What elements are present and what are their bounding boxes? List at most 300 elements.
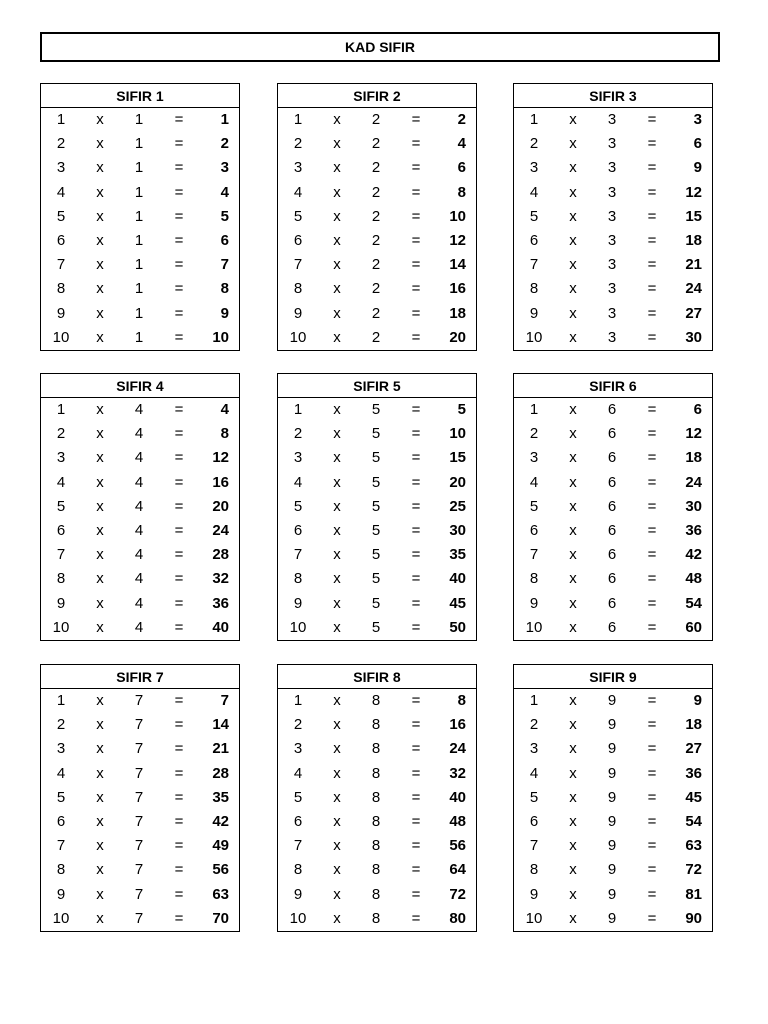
table-row [514, 616, 712, 640]
times-sign: x [96, 497, 104, 515]
table-row [278, 446, 476, 470]
multiplier-cell: 1 [56, 111, 66, 128]
times-sign: x [96, 280, 104, 298]
equals-sign: = [174, 231, 184, 249]
equals-sign: = [174, 618, 184, 636]
multiplier-cell: 4 [56, 473, 66, 491]
equals-sign: = [647, 183, 657, 201]
table-row [41, 277, 239, 301]
table-row [278, 810, 476, 834]
times-sign: x [569, 497, 577, 515]
result-cell: 2 [220, 135, 229, 153]
table-row [41, 689, 239, 713]
times-sign: x [96, 256, 104, 274]
times-sign: x [333, 425, 341, 443]
equals-sign: = [411, 546, 421, 564]
multiplicand-cell: 3 [607, 135, 617, 153]
table-row [41, 326, 239, 350]
sifir-table [40, 373, 240, 641]
multiplier-cell: 6 [293, 812, 303, 830]
result-cell: 9 [693, 692, 702, 709]
multiplicand-cell: 6 [607, 449, 617, 467]
times-sign: x [333, 885, 341, 903]
equals-sign: = [174, 837, 184, 855]
multiplier-cell: 10 [52, 909, 70, 927]
equals-sign: = [647, 401, 657, 418]
multiplier-cell: 8 [56, 861, 66, 879]
equals-sign: = [174, 594, 184, 612]
table-row [278, 495, 476, 519]
table-row [41, 446, 239, 470]
times-sign: x [333, 449, 341, 467]
result-cell: 40 [212, 618, 229, 636]
multiplier-cell: 3 [529, 159, 539, 177]
multiplicand-cell: 9 [607, 764, 617, 782]
multiplicand-cell: 8 [371, 764, 381, 782]
result-cell: 72 [449, 885, 466, 903]
times-sign: x [96, 570, 104, 588]
multiplier-cell: 2 [56, 425, 66, 443]
result-cell: 35 [212, 788, 229, 806]
result-cell: 36 [685, 521, 702, 539]
times-sign: x [333, 135, 341, 153]
table-row [278, 519, 476, 543]
multiplicand-cell: 5 [371, 570, 381, 588]
equals-sign: = [647, 473, 657, 491]
multiplicand-cell: 7 [134, 837, 144, 855]
multiplier-cell: 9 [529, 594, 539, 612]
equals-sign: = [174, 692, 184, 709]
times-sign: x [96, 812, 104, 830]
result-cell: 7 [220, 692, 229, 709]
equals-sign: = [411, 837, 421, 855]
multiplier-cell: 5 [293, 207, 303, 225]
result-cell: 18 [685, 449, 702, 467]
multiplicand-cell: 2 [371, 207, 381, 225]
equals-sign: = [411, 304, 421, 322]
equals-sign: = [411, 207, 421, 225]
table-row [278, 567, 476, 591]
sifir-table [513, 664, 713, 932]
result-cell: 30 [685, 497, 702, 515]
multiplicand-cell: 4 [134, 401, 144, 418]
result-cell: 35 [449, 546, 466, 564]
sifir-table [277, 373, 477, 641]
table-heading: SIFIR 4 [41, 374, 239, 398]
result-cell: 15 [449, 449, 466, 467]
table-row [514, 858, 712, 882]
result-cell: 30 [685, 328, 702, 346]
multiplier-cell: 2 [293, 425, 303, 443]
equals-sign: = [411, 401, 421, 418]
sifir-table [277, 664, 477, 932]
result-cell: 27 [685, 304, 702, 322]
multiplicand-cell: 8 [371, 716, 381, 734]
result-cell: 20 [449, 473, 466, 491]
table-row [514, 471, 712, 495]
result-cell: 8 [220, 425, 229, 443]
times-sign: x [96, 692, 104, 709]
result-cell: 50 [449, 618, 466, 636]
times-sign: x [333, 764, 341, 782]
table-row [278, 786, 476, 810]
multiplier-cell: 2 [529, 135, 539, 153]
sifir-table [513, 373, 713, 641]
multiplier-cell: 5 [56, 788, 66, 806]
times-sign: x [96, 135, 104, 153]
table-row [41, 471, 239, 495]
result-cell: 5 [457, 401, 466, 418]
multiplicand-cell: 2 [371, 304, 381, 322]
result-cell: 7 [220, 256, 229, 274]
times-sign: x [569, 837, 577, 855]
table-row [278, 543, 476, 567]
result-cell: 10 [449, 425, 466, 443]
result-cell: 60 [685, 618, 702, 636]
multiplicand-cell: 8 [371, 885, 381, 903]
times-sign: x [96, 183, 104, 201]
multiplier-cell: 6 [529, 521, 539, 539]
times-sign: x [569, 256, 577, 274]
multiplicand-cell: 8 [371, 812, 381, 830]
equals-sign: = [174, 304, 184, 322]
table-row [514, 495, 712, 519]
times-sign: x [569, 788, 577, 806]
times-sign: x [569, 304, 577, 322]
table-row [41, 616, 239, 640]
multiplicand-cell: 3 [607, 231, 617, 249]
result-cell: 10 [212, 328, 229, 346]
equals-sign: = [647, 135, 657, 153]
multiplier-cell: 5 [56, 497, 66, 515]
multiplicand-cell: 9 [607, 861, 617, 879]
result-cell: 10 [449, 207, 466, 225]
multiplier-cell: 8 [529, 280, 539, 298]
equals-sign: = [647, 304, 657, 322]
times-sign: x [333, 473, 341, 491]
multiplier-cell: 7 [529, 256, 539, 274]
result-cell: 54 [685, 812, 702, 830]
multiplicand-cell: 5 [371, 425, 381, 443]
table-row [41, 762, 239, 786]
times-sign: x [569, 764, 577, 782]
table-row [514, 519, 712, 543]
times-sign: x [569, 207, 577, 225]
multiplicand-cell: 7 [134, 885, 144, 903]
equals-sign: = [174, 861, 184, 879]
equals-sign: = [647, 111, 657, 128]
equals-sign: = [411, 473, 421, 491]
equals-sign: = [411, 425, 421, 443]
equals-sign: = [411, 135, 421, 153]
table-row [41, 907, 239, 931]
result-cell: 32 [212, 570, 229, 588]
multiplier-cell: 7 [293, 837, 303, 855]
times-sign: x [333, 159, 341, 177]
table-row [41, 495, 239, 519]
multiplicand-cell: 2 [371, 183, 381, 201]
times-sign: x [569, 401, 577, 418]
equals-sign: = [411, 812, 421, 830]
multiplier-cell: 8 [529, 861, 539, 879]
times-sign: x [569, 618, 577, 636]
equals-sign: = [647, 812, 657, 830]
multiplicand-cell: 6 [607, 497, 617, 515]
times-sign: x [96, 740, 104, 758]
result-cell: 21 [212, 740, 229, 758]
result-cell: 8 [220, 280, 229, 298]
multiplier-cell: 10 [289, 909, 307, 927]
table-row [514, 592, 712, 616]
multiplier-cell: 6 [529, 231, 539, 249]
table-row [278, 592, 476, 616]
times-sign: x [333, 280, 341, 298]
table-row [514, 156, 712, 180]
equals-sign: = [647, 521, 657, 539]
table-row [41, 156, 239, 180]
times-sign: x [333, 837, 341, 855]
multiplier-cell: 2 [56, 716, 66, 734]
table-row [278, 762, 476, 786]
result-cell: 8 [457, 183, 466, 201]
times-sign: x [333, 788, 341, 806]
times-sign: x [96, 546, 104, 564]
result-cell: 32 [449, 764, 466, 782]
equals-sign: = [411, 909, 421, 927]
equals-sign: = [174, 183, 184, 201]
multiplicand-cell: 6 [607, 425, 617, 443]
multiplicand-cell: 9 [607, 909, 617, 927]
equals-sign: = [647, 280, 657, 298]
result-cell: 1 [220, 111, 229, 128]
table-row [278, 326, 476, 350]
equals-sign: = [174, 788, 184, 806]
result-cell: 3 [220, 159, 229, 177]
table-heading: SIFIR 1 [41, 84, 239, 108]
result-cell: 4 [220, 183, 229, 201]
times-sign: x [333, 521, 341, 539]
table-row [41, 302, 239, 326]
result-cell: 54 [685, 594, 702, 612]
result-cell: 24 [449, 740, 466, 758]
equals-sign: = [411, 328, 421, 346]
multiplier-cell: 4 [529, 183, 539, 201]
equals-sign: = [411, 594, 421, 612]
table-row [278, 253, 476, 277]
table-row [514, 108, 712, 132]
table-row [41, 205, 239, 229]
multiplicand-cell: 7 [134, 764, 144, 782]
multiplicand-cell: 4 [134, 473, 144, 491]
equals-sign: = [174, 256, 184, 274]
table-row [278, 907, 476, 931]
times-sign: x [569, 861, 577, 879]
table-row [514, 907, 712, 931]
times-sign: x [96, 425, 104, 443]
multiplicand-cell: 3 [607, 159, 617, 177]
equals-sign: = [174, 159, 184, 177]
multiplier-cell: 9 [56, 594, 66, 612]
times-sign: x [333, 183, 341, 201]
multiplicand-cell: 6 [607, 401, 617, 418]
equals-sign: = [411, 521, 421, 539]
result-cell: 18 [449, 304, 466, 322]
result-cell: 24 [212, 521, 229, 539]
equals-sign: = [411, 570, 421, 588]
table-heading: SIFIR 5 [278, 374, 476, 398]
multiplicand-cell: 1 [134, 159, 144, 177]
result-cell: 6 [220, 231, 229, 249]
times-sign: x [96, 909, 104, 927]
multiplier-cell: 4 [529, 764, 539, 782]
result-cell: 45 [685, 788, 702, 806]
multiplier-cell: 8 [293, 861, 303, 879]
multiplier-cell: 9 [56, 885, 66, 903]
multiplier-cell: 10 [52, 328, 70, 346]
table-row [278, 205, 476, 229]
sifir-table [40, 83, 240, 351]
equals-sign: = [411, 788, 421, 806]
multiplier-cell: 7 [293, 546, 303, 564]
multiplicand-cell: 7 [134, 740, 144, 758]
result-cell: 20 [449, 328, 466, 346]
multiplicand-cell: 5 [371, 401, 381, 418]
multiplier-cell: 1 [293, 111, 303, 128]
multiplier-cell: 7 [293, 256, 303, 274]
result-cell: 16 [449, 716, 466, 734]
result-cell: 6 [457, 159, 466, 177]
multiplier-cell: 8 [56, 570, 66, 588]
equals-sign: = [174, 521, 184, 539]
equals-sign: = [174, 328, 184, 346]
multiplier-cell: 3 [293, 159, 303, 177]
equals-sign: = [647, 692, 657, 709]
equals-sign: = [647, 328, 657, 346]
equals-sign: = [411, 183, 421, 201]
multiplier-cell: 10 [525, 909, 543, 927]
times-sign: x [569, 231, 577, 249]
equals-sign: = [174, 401, 184, 418]
multiplier-cell: 4 [293, 764, 303, 782]
result-cell: 12 [685, 425, 702, 443]
multiplier-cell: 10 [52, 618, 70, 636]
multiplier-cell: 6 [293, 231, 303, 249]
table-row [514, 689, 712, 713]
result-cell: 9 [693, 159, 702, 177]
multiplier-cell: 3 [293, 740, 303, 758]
equals-sign: = [647, 788, 657, 806]
result-cell: 6 [693, 135, 702, 153]
equals-sign: = [647, 618, 657, 636]
multiplier-cell: 9 [529, 885, 539, 903]
multiplicand-cell: 3 [607, 304, 617, 322]
times-sign: x [333, 812, 341, 830]
table-row [514, 446, 712, 470]
times-sign: x [333, 328, 341, 346]
times-sign: x [569, 135, 577, 153]
multiplicand-cell: 7 [134, 861, 144, 879]
multiplicand-cell: 1 [134, 256, 144, 274]
times-sign: x [96, 521, 104, 539]
multiplier-cell: 2 [293, 135, 303, 153]
times-sign: x [333, 570, 341, 588]
multiplier-cell: 8 [293, 280, 303, 298]
multiplicand-cell: 5 [371, 449, 381, 467]
table-row [41, 229, 239, 253]
times-sign: x [569, 159, 577, 177]
result-cell: 40 [449, 788, 466, 806]
table-heading: SIFIR 8 [278, 665, 476, 689]
times-sign: x [333, 861, 341, 879]
result-cell: 28 [212, 546, 229, 564]
times-sign: x [333, 497, 341, 515]
result-cell: 28 [212, 764, 229, 782]
table-row [278, 156, 476, 180]
multiplicand-cell: 2 [371, 159, 381, 177]
times-sign: x [96, 861, 104, 879]
multiplicand-cell: 4 [134, 618, 144, 636]
equals-sign: = [174, 473, 184, 491]
equals-sign: = [174, 135, 184, 153]
multiplier-cell: 4 [56, 764, 66, 782]
multiplier-cell: 1 [529, 692, 539, 709]
multiplier-cell: 7 [529, 546, 539, 564]
multiplicand-cell: 4 [134, 546, 144, 564]
equals-sign: = [411, 231, 421, 249]
equals-sign: = [411, 716, 421, 734]
multiplicand-cell: 3 [607, 256, 617, 274]
table-row [41, 713, 239, 737]
result-cell: 16 [449, 280, 466, 298]
page-title: KAD SIFIR [40, 32, 720, 62]
equals-sign: = [647, 716, 657, 734]
multiplicand-cell: 6 [607, 594, 617, 612]
table-row [514, 205, 712, 229]
result-cell: 21 [685, 256, 702, 274]
times-sign: x [96, 159, 104, 177]
result-cell: 6 [693, 401, 702, 418]
table-row [278, 132, 476, 156]
multiplicand-cell: 1 [134, 207, 144, 225]
multiplier-cell: 1 [293, 692, 303, 709]
result-cell: 80 [449, 909, 466, 927]
result-cell: 72 [685, 861, 702, 879]
times-sign: x [333, 111, 341, 128]
multiplicand-cell: 6 [607, 473, 617, 491]
result-cell: 40 [449, 570, 466, 588]
result-cell: 30 [449, 521, 466, 539]
equals-sign: = [411, 618, 421, 636]
multiplier-cell: 4 [293, 183, 303, 201]
multiplicand-cell: 8 [371, 788, 381, 806]
result-cell: 25 [449, 497, 466, 515]
times-sign: x [96, 304, 104, 322]
table-heading: SIFIR 2 [278, 84, 476, 108]
result-cell: 81 [685, 885, 702, 903]
table-row [41, 181, 239, 205]
equals-sign: = [411, 740, 421, 758]
table-row [41, 132, 239, 156]
multiplicand-cell: 8 [371, 692, 381, 709]
equals-sign: = [174, 885, 184, 903]
multiplicand-cell: 2 [371, 231, 381, 249]
result-cell: 3 [693, 111, 702, 128]
multiplier-cell: 7 [56, 546, 66, 564]
times-sign: x [569, 183, 577, 201]
multiplicand-cell: 6 [607, 521, 617, 539]
times-sign: x [96, 231, 104, 249]
table-row [41, 810, 239, 834]
